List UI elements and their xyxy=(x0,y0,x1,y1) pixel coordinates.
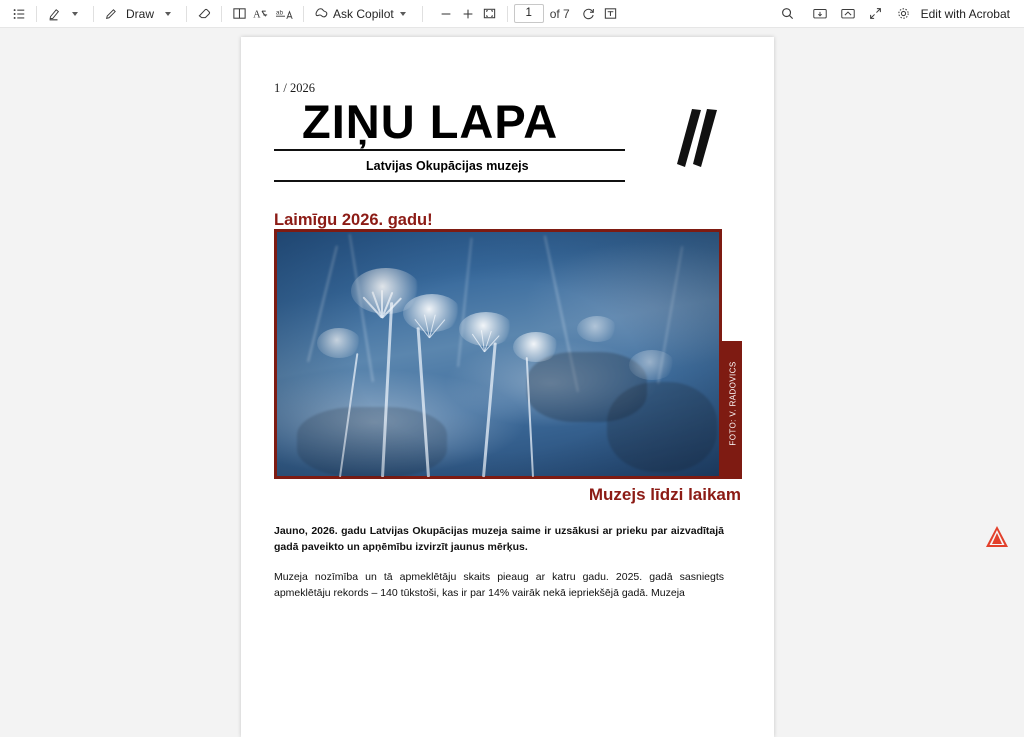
rotate-icon[interactable] xyxy=(578,3,600,25)
section-heading: Muzejs līdzi laikam xyxy=(588,485,741,504)
edit-with-acrobat-link[interactable]: Edit with Acrobat xyxy=(920,6,1010,21)
pdf-viewer[interactable] xyxy=(0,28,1024,599)
draw-label[interactable]: Draw xyxy=(126,6,155,21)
ask-copilot-button[interactable] xyxy=(310,3,416,25)
body-paragraph: Muzeja nozīmība un tā apmeklētāju skaits pieaug ar katru gadu. 2025. gadā sasniegts apmeklētāju rekords – 140 tūkstoši, kas ir par 14% vairāk nekā iepriekšējā gadā. Muzeja xyxy=(274,571,724,599)
print-icon[interactable] xyxy=(837,3,859,25)
photo-vignette xyxy=(277,232,719,476)
newsletter-subtitle: Latvijas Okupācijas muzejs xyxy=(366,159,529,173)
svg-text:A: A xyxy=(253,9,261,21)
cover-photo xyxy=(274,229,722,479)
masthead xyxy=(274,97,749,182)
toolbar-divider-1 xyxy=(36,6,37,22)
photo-credit-bar xyxy=(722,341,742,479)
zoom-out-button[interactable] xyxy=(435,3,457,25)
add-text-icon[interactable] xyxy=(600,3,622,25)
translate-icon[interactable] xyxy=(273,3,297,25)
page-total-label: of 7 xyxy=(549,6,570,21)
table-of-contents-icon[interactable] xyxy=(8,3,30,25)
cover-photo-image xyxy=(277,232,719,476)
ask-copilot-label: Ask Copilot xyxy=(333,6,394,21)
search-icon[interactable] xyxy=(777,3,799,25)
highlight-dropdown-icon[interactable] xyxy=(65,3,87,25)
pdf-toolbar xyxy=(0,0,1024,28)
read-aloud-icon[interactable] xyxy=(250,3,273,25)
highlight-icon[interactable] xyxy=(43,3,65,25)
erase-icon[interactable] xyxy=(193,3,215,25)
draw-dropdown-icon[interactable] xyxy=(158,3,180,25)
copilot-icon xyxy=(314,6,329,21)
save-as-icon[interactable] xyxy=(809,3,831,25)
newsletter-title: ZIŅU LAPA xyxy=(302,95,559,148)
masthead-rule-top xyxy=(274,149,625,151)
masthead-rule-bottom xyxy=(274,180,625,182)
toolbar-divider-5 xyxy=(303,6,304,22)
photo-credit-label: FOTO: V. RADOVICS xyxy=(728,361,738,446)
toolbar-left-group xyxy=(8,3,622,25)
chevron-down-icon xyxy=(400,12,406,16)
page-headline: Laimīgu 2026. gadu! xyxy=(274,211,433,229)
chevron-down-icon xyxy=(72,12,78,16)
toolbar-divider-2 xyxy=(93,6,94,22)
page-number-input[interactable] xyxy=(514,4,544,23)
issue-number: 1 / 2026 xyxy=(274,81,315,95)
svg-text:ab: ab xyxy=(276,9,284,17)
toolbar-right-group xyxy=(777,3,1016,25)
toolbar-divider-3 xyxy=(186,6,187,22)
zoom-in-button[interactable] xyxy=(457,3,479,25)
toolbar-divider-6 xyxy=(422,6,423,22)
toolbar-divider-7 xyxy=(507,6,508,22)
fullscreen-icon[interactable] xyxy=(865,3,887,25)
acrobat-badge-icon[interactable] xyxy=(984,525,1010,549)
toolbar-divider-4 xyxy=(221,6,222,22)
reading-view-icon[interactable] xyxy=(228,3,250,25)
fit-to-page-button[interactable] xyxy=(479,3,501,25)
chevron-down-icon xyxy=(165,12,171,16)
pdf-page xyxy=(241,37,774,737)
museum-logo-icon xyxy=(674,107,724,169)
intro-paragraph: Jauno, 2026. gadu Latvijas Okupācijas muzeja saime ir uzsākusi ar prieku par aizvadītajā gadā paveikto un apņēmību izvirzīt jaunus mērķus. xyxy=(274,525,724,553)
gear-icon[interactable] xyxy=(893,3,915,25)
viewer-left-rail xyxy=(0,28,14,559)
draw-icon[interactable] xyxy=(100,3,122,25)
